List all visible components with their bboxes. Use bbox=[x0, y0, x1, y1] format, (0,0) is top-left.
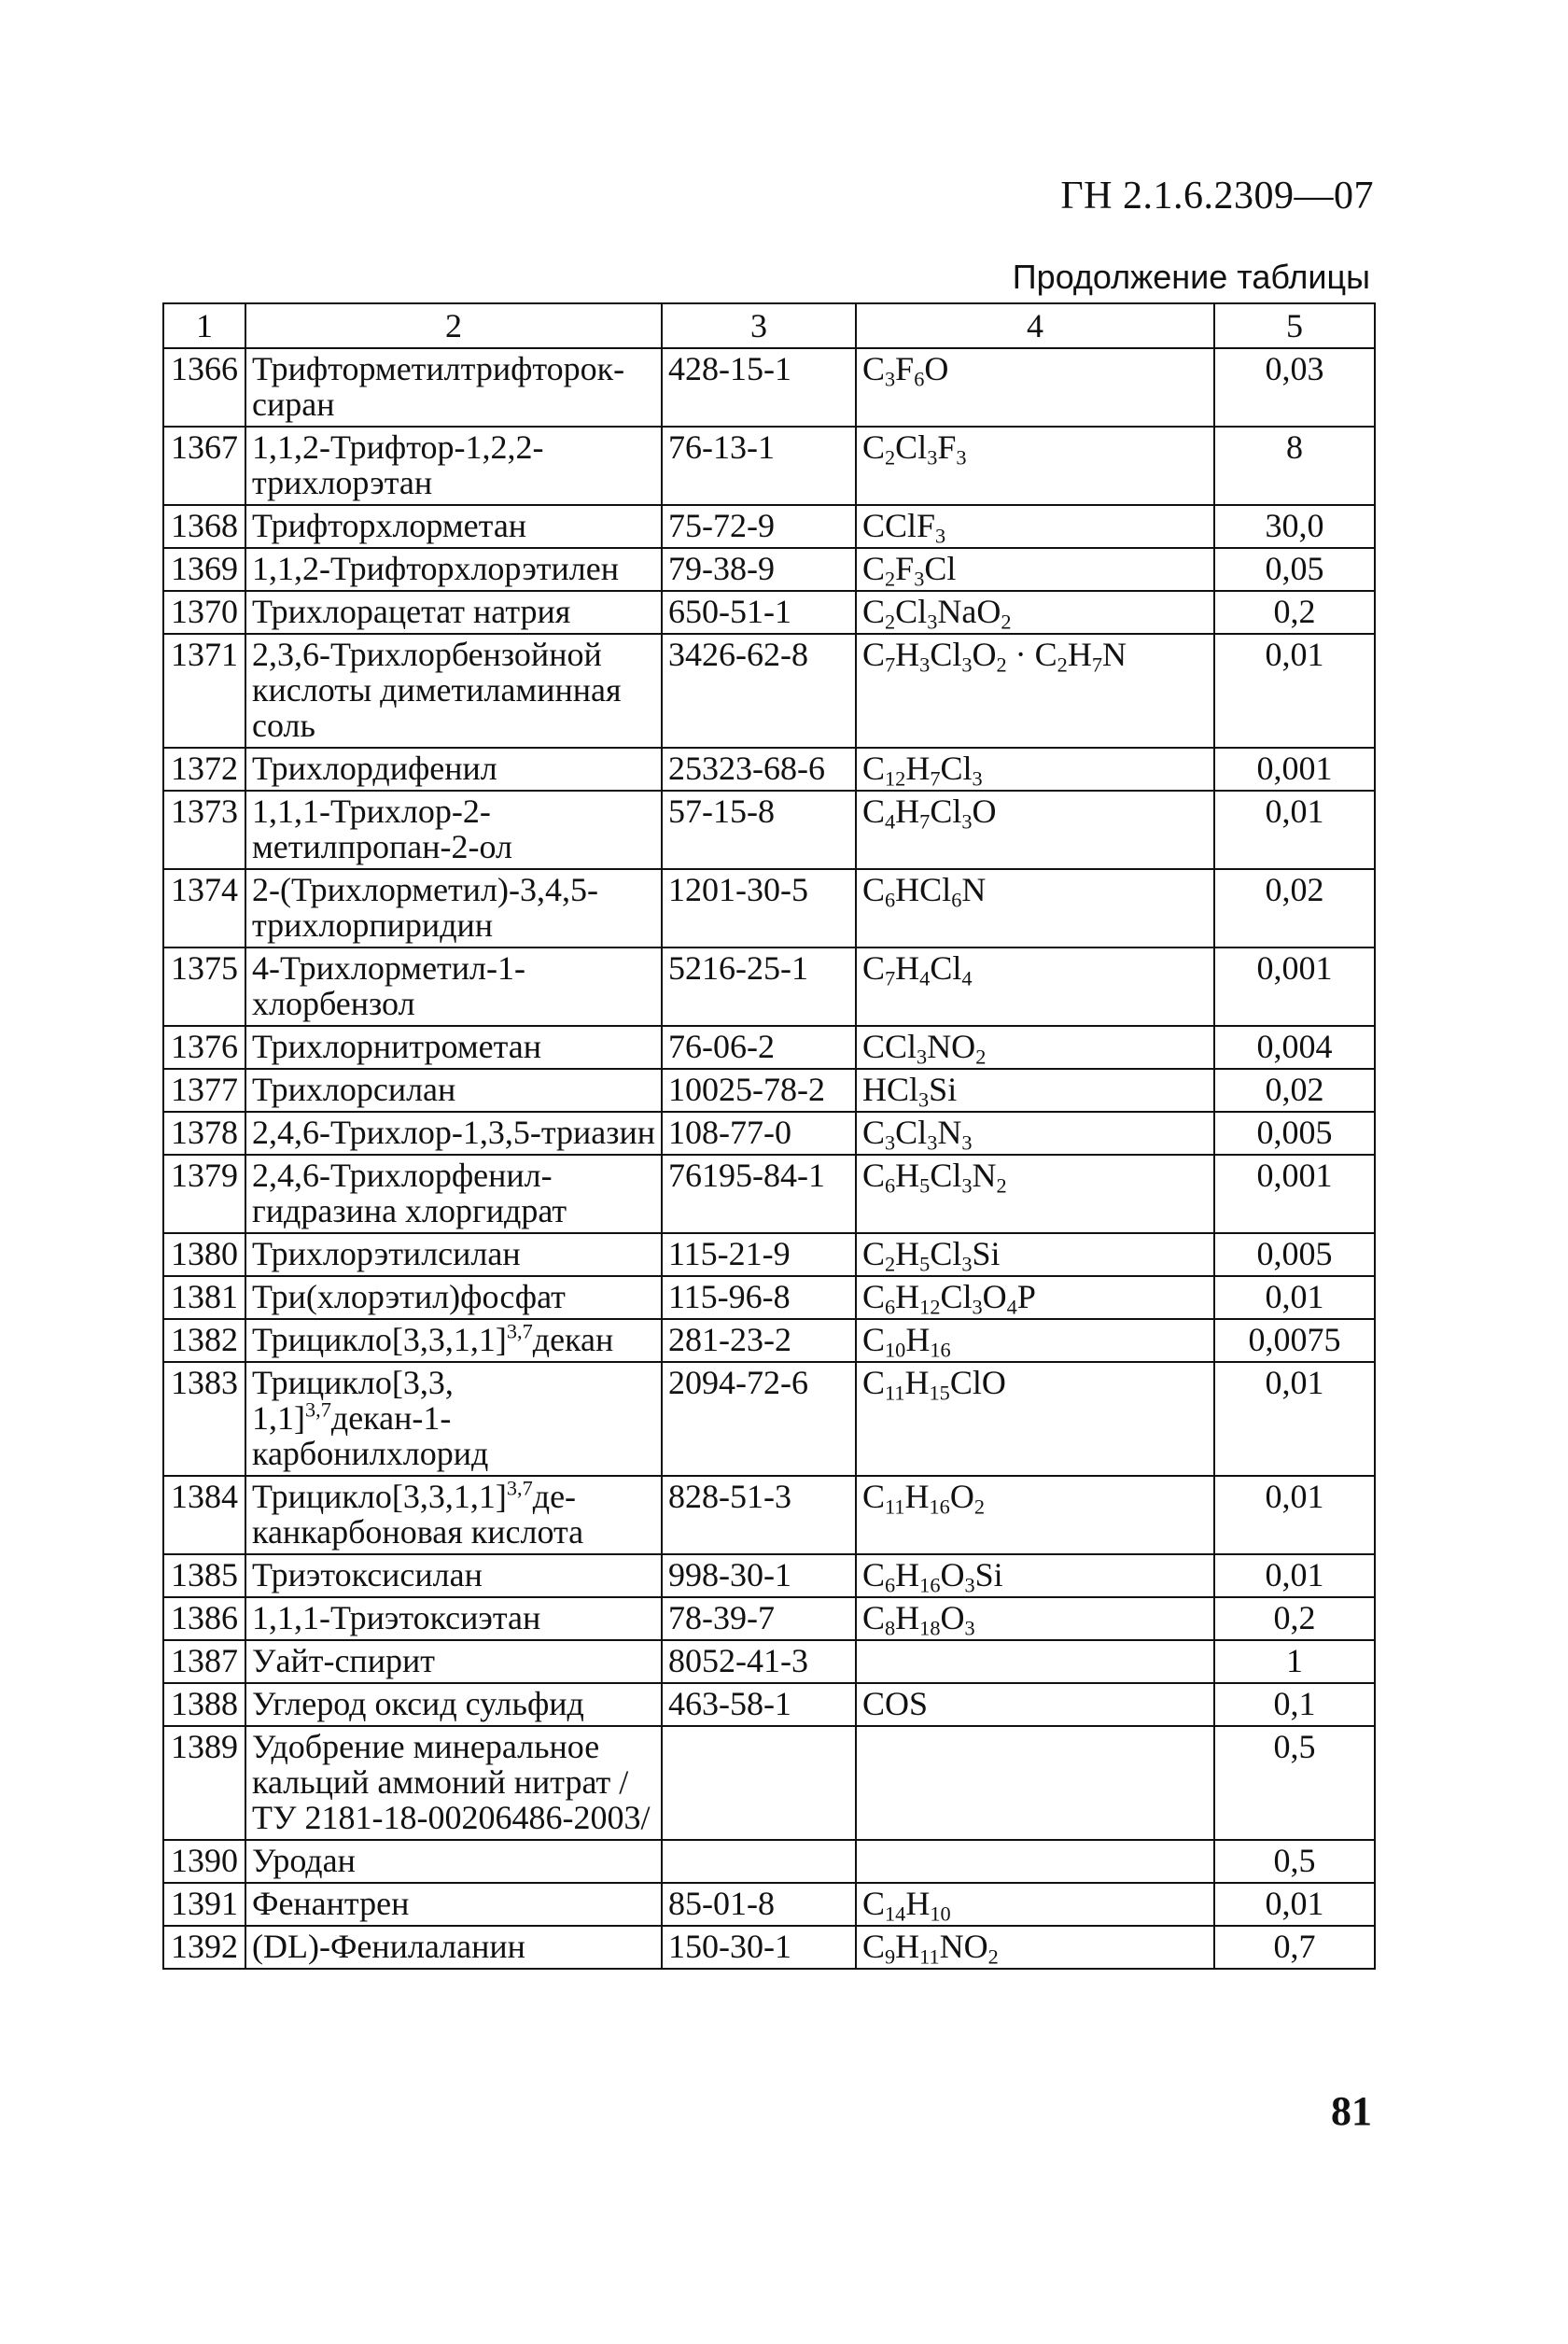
document-code: ГН 2.1.6.2309—07 bbox=[1060, 175, 1374, 218]
chemical-formula: $C_7H_4Cl_4$ bbox=[856, 947, 1214, 1026]
table-row bbox=[163, 348, 1375, 427]
substance-name: 4-Трихлорметил-1-хлорбензол bbox=[245, 947, 662, 1026]
cas-number: 150-30-1 bbox=[662, 1926, 856, 1969]
limit-value: 0,004 bbox=[1214, 1026, 1375, 1069]
table-continuation-label: Продолжение таблицы bbox=[1012, 258, 1370, 296]
chemical-formula bbox=[856, 1840, 1214, 1883]
limit-value: 0,2 bbox=[1214, 1597, 1375, 1640]
limit-value: 0,1 bbox=[1214, 1683, 1375, 1726]
substance-name: 1,1,2-Трифторхлорэтилен bbox=[245, 548, 662, 591]
table-row bbox=[163, 748, 1375, 791]
substance-name: Фенантрен bbox=[245, 1883, 662, 1926]
cas-number bbox=[662, 1840, 856, 1883]
column-header-cas: 3 bbox=[662, 303, 856, 348]
substance-name: 2,3,6-Трихлорбензойной кислоты диметиламинная соль bbox=[245, 634, 662, 748]
substance-name: Трифторхлорметан bbox=[245, 505, 662, 548]
row-number: 1378 bbox=[163, 1112, 245, 1155]
column-header-formula: 4 bbox=[856, 303, 1214, 348]
table-body bbox=[163, 348, 1375, 1969]
cas-number: 115-96-8 bbox=[662, 1276, 856, 1319]
chemical-formula: $C_9H_{11}NO_2$ bbox=[856, 1926, 1214, 1969]
limit-value: 0,005 bbox=[1214, 1233, 1375, 1276]
table-row bbox=[163, 1276, 1375, 1319]
row-number: 1389 bbox=[163, 1726, 245, 1840]
chemical-formula: $C_2F_3Cl$ bbox=[856, 548, 1214, 591]
substance-name: 1,1,2-Трифтор-1,2,2-трихлорэтан bbox=[245, 427, 662, 505]
substance-name: $Трицикло[3,3,1,1]^{3,7}декан$ bbox=[245, 1319, 662, 1362]
substance-name: 1,1,1-Трихлор-2-метилпропан-2-ол bbox=[245, 791, 662, 869]
substance-name: 2-(Трихлорметил)-3,4,5-трихлорпиридин bbox=[245, 869, 662, 947]
cas-number: 998-30-1 bbox=[662, 1554, 856, 1597]
table-row bbox=[163, 548, 1375, 591]
cas-number: 79-38-9 bbox=[662, 548, 856, 591]
chemical-formula bbox=[856, 1640, 1214, 1683]
row-number: 1379 bbox=[163, 1155, 245, 1233]
chemical-formula: $C_{11}H_{15}ClO$ bbox=[856, 1362, 1214, 1476]
table-row bbox=[163, 1069, 1375, 1112]
cas-number: 281-23-2 bbox=[662, 1319, 856, 1362]
chemical-formula: $C_2H_5Cl_3Si$ bbox=[856, 1233, 1214, 1276]
table-row bbox=[163, 1683, 1375, 1726]
substance-name: 2,4,6-Трихлор-1,3,5-триазин bbox=[245, 1112, 662, 1155]
cas-number: 76-13-1 bbox=[662, 427, 856, 505]
cas-number: 1201-30-5 bbox=[662, 869, 856, 947]
chemical-formula: COS bbox=[856, 1683, 1214, 1726]
substance-name: Уайт-спирит bbox=[245, 1640, 662, 1683]
row-number: 1388 bbox=[163, 1683, 245, 1726]
table-row bbox=[163, 791, 1375, 869]
table-row bbox=[163, 1362, 1375, 1476]
limit-value: 0,005 bbox=[1214, 1112, 1375, 1155]
limit-value: 0,01 bbox=[1214, 1883, 1375, 1926]
substance-name: (DL)-Фенилаланин bbox=[245, 1926, 662, 1969]
column-header-number: 1 bbox=[163, 303, 245, 348]
chemical-formula: $C_4H_7Cl_3O$ bbox=[856, 791, 1214, 869]
chemical-formula: $C_6HCl_6N$ bbox=[856, 869, 1214, 947]
chemical-formula: CClF$_3$ bbox=[856, 505, 1214, 548]
table-row bbox=[163, 1026, 1375, 1069]
limit-value: 0,7 bbox=[1214, 1926, 1375, 1969]
row-number: 1375 bbox=[163, 947, 245, 1026]
row-number: 1385 bbox=[163, 1554, 245, 1597]
row-number: 1390 bbox=[163, 1840, 245, 1883]
row-number: 1371 bbox=[163, 634, 245, 748]
chemical-formula: $C_8H_{18}O_3$ bbox=[856, 1597, 1214, 1640]
limit-value: 0,01 bbox=[1214, 1476, 1375, 1554]
cas-number: 463-58-1 bbox=[662, 1683, 856, 1726]
limit-value: 0,01 bbox=[1214, 791, 1375, 869]
column-header-value: 5 bbox=[1214, 303, 1375, 348]
cas-number: 76-06-2 bbox=[662, 1026, 856, 1069]
substance-name: Трихлорнитрометан bbox=[245, 1026, 662, 1069]
row-number: 1370 bbox=[163, 591, 245, 634]
substance-name: 1,1,1-Триэтоксиэтан bbox=[245, 1597, 662, 1640]
chemical-formula: $C_7H_3Cl_3O_2 \cdot C_2H_7N$ bbox=[856, 634, 1214, 748]
limit-value: 0,01 bbox=[1214, 1554, 1375, 1597]
chemical-formula: $C_6H_5Cl_3N_2$ bbox=[856, 1155, 1214, 1233]
limit-value: 0,02 bbox=[1214, 869, 1375, 947]
chemical-formula: $C_3F_6O$ bbox=[856, 348, 1214, 427]
table-row bbox=[163, 947, 1375, 1026]
row-number: 1367 bbox=[163, 427, 245, 505]
cas-number bbox=[662, 1726, 856, 1840]
limit-value: 8 bbox=[1214, 427, 1375, 505]
limit-value: 0,5 bbox=[1214, 1840, 1375, 1883]
limit-value: 0,5 bbox=[1214, 1726, 1375, 1840]
chemical-formula: $C_{10}H_{16}$ bbox=[856, 1319, 1214, 1362]
row-number: 1381 bbox=[163, 1276, 245, 1319]
table-row bbox=[163, 1112, 1375, 1155]
cas-number: 78-39-7 bbox=[662, 1597, 856, 1640]
chemical-formula: $C_6H_{16}O_3Si$ bbox=[856, 1554, 1214, 1597]
substance-name: Трихлорацетат натрия bbox=[245, 591, 662, 634]
substance-name: Углерод оксид сульфид bbox=[245, 1683, 662, 1726]
row-number: 1366 bbox=[163, 348, 245, 427]
chemical-formula: $C_{14}H_{10}$ bbox=[856, 1883, 1214, 1926]
limit-value: 0,001 bbox=[1214, 1155, 1375, 1233]
chemical-formula: $C_2Cl_3F_3$ bbox=[856, 427, 1214, 505]
cas-number: 85-01-8 bbox=[662, 1883, 856, 1926]
table-row bbox=[163, 1726, 1375, 1840]
table-row bbox=[163, 427, 1375, 505]
substance-name: 2,4,6-Трихлорфенил-гидразина хлоргидрат bbox=[245, 1155, 662, 1233]
row-number: 1384 bbox=[163, 1476, 245, 1554]
column-header-name: 2 bbox=[245, 303, 662, 348]
cas-number: 108-77-0 bbox=[662, 1112, 856, 1155]
substance-name: Уродан bbox=[245, 1840, 662, 1883]
row-number: 1380 bbox=[163, 1233, 245, 1276]
table-row bbox=[163, 1883, 1375, 1926]
row-number: 1387 bbox=[163, 1640, 245, 1683]
limit-value: 0,02 bbox=[1214, 1069, 1375, 1112]
substance-name: Удобрение минеральное кальций аммоний нитрат /ТУ 2181-18-00206486-2003/ bbox=[245, 1726, 662, 1840]
cas-number: 428-15-1 bbox=[662, 348, 856, 427]
table-row bbox=[163, 1597, 1375, 1640]
cas-number: 75-72-9 bbox=[662, 505, 856, 548]
page-number: 81 bbox=[1331, 2088, 1372, 2134]
cas-number: 76195-84-1 bbox=[662, 1155, 856, 1233]
limit-value: 0,01 bbox=[1214, 1362, 1375, 1476]
chemical-formula: $C_{12}H_7Cl_3$ bbox=[856, 748, 1214, 791]
chemical-formula: $CCl_3NO_2$ bbox=[856, 1026, 1214, 1069]
substance-name: Триэтоксисилан bbox=[245, 1554, 662, 1597]
substance-name: Трихлорэтилсилан bbox=[245, 1233, 662, 1276]
row-number: 1386 bbox=[163, 1597, 245, 1640]
cas-number: 650-51-1 bbox=[662, 591, 856, 634]
row-number: 1391 bbox=[163, 1883, 245, 1926]
cas-number: 25323-68-6 bbox=[662, 748, 856, 791]
limit-value: 0,001 bbox=[1214, 947, 1375, 1026]
cas-number: 8052-41-3 bbox=[662, 1640, 856, 1683]
limit-value: 0,01 bbox=[1214, 1276, 1375, 1319]
row-number: 1374 bbox=[163, 869, 245, 947]
table-row bbox=[163, 1319, 1375, 1362]
limit-value: 0,05 bbox=[1214, 548, 1375, 591]
cas-number: 5216-25-1 bbox=[662, 947, 856, 1026]
chemical-formula: $C_{11}H_{16}O_2$ bbox=[856, 1476, 1214, 1554]
row-number: 1382 bbox=[163, 1319, 245, 1362]
table-row bbox=[163, 1926, 1375, 1969]
limit-value: 30,0 bbox=[1214, 505, 1375, 548]
limit-value: 1 bbox=[1214, 1640, 1375, 1683]
row-number: 1369 bbox=[163, 548, 245, 591]
table-row bbox=[163, 1476, 1375, 1554]
table-row bbox=[163, 1233, 1375, 1276]
chemical-formula: $C_3Cl_3N_3$ bbox=[856, 1112, 1214, 1155]
row-number: 1368 bbox=[163, 505, 245, 548]
substance-name: Трицикло[3,3, 1,1]$^{3,7}$декан-1-карбонилхлорид bbox=[245, 1362, 662, 1476]
table-row bbox=[163, 1640, 1375, 1683]
table-row bbox=[163, 505, 1375, 548]
row-number: 1373 bbox=[163, 791, 245, 869]
cas-number: 2094-72-6 bbox=[662, 1362, 856, 1476]
limit-value: 0,03 bbox=[1214, 348, 1375, 427]
limit-value: 0,2 bbox=[1214, 591, 1375, 634]
cas-number: 57-15-8 bbox=[662, 791, 856, 869]
cas-number: 3426-62-8 bbox=[662, 634, 856, 748]
table-row bbox=[163, 591, 1375, 634]
chemical-formula bbox=[856, 1726, 1214, 1840]
substance-name: $Трицикло[3,3,1,1]^{3,7}де$-канкарбоновая кислота bbox=[245, 1476, 662, 1554]
substance-name: Трихлорсилан bbox=[245, 1069, 662, 1112]
cas-number: 115-21-9 bbox=[662, 1233, 856, 1276]
substance-name: Три(хлорэтил)фосфат bbox=[245, 1276, 662, 1319]
table-row bbox=[163, 1554, 1375, 1597]
substances-table bbox=[162, 302, 1376, 1970]
cas-number: 10025-78-2 bbox=[662, 1069, 856, 1112]
limit-value: 0,001 bbox=[1214, 748, 1375, 791]
row-number: 1377 bbox=[163, 1069, 245, 1112]
substance-name: Трихлордифенил bbox=[245, 748, 662, 791]
row-number: 1383 bbox=[163, 1362, 245, 1476]
chemical-formula: HCl$_3$Si bbox=[856, 1069, 1214, 1112]
table-row bbox=[163, 869, 1375, 947]
cas-number: 828-51-3 bbox=[662, 1476, 856, 1554]
limit-value: 0,01 bbox=[1214, 634, 1375, 748]
chemical-formula: $C_6H_{12}Cl_3O_4P$ bbox=[856, 1276, 1214, 1319]
table-header-row bbox=[163, 303, 1375, 348]
substance-name: Трифторметилтрифторок-сиран bbox=[245, 348, 662, 427]
limit-value: 0,0075 bbox=[1214, 1319, 1375, 1362]
table-row bbox=[163, 634, 1375, 748]
row-number: 1392 bbox=[163, 1926, 245, 1969]
row-number: 1372 bbox=[163, 748, 245, 791]
chemical-formula: $C_2Cl_3NaO_2$ bbox=[856, 591, 1214, 634]
row-number: 1376 bbox=[163, 1026, 245, 1069]
table-row bbox=[163, 1155, 1375, 1233]
table-row bbox=[163, 1840, 1375, 1883]
